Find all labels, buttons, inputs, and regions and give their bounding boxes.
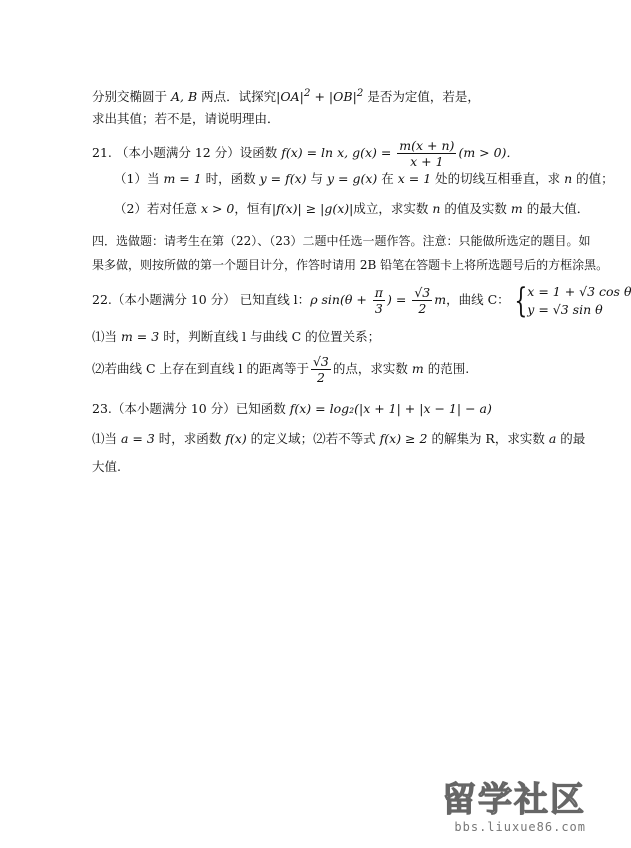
q21-number: 21. bbox=[92, 145, 112, 160]
q21-frac-num: m(x + n) bbox=[399, 138, 455, 153]
math: x = 1 bbox=[397, 171, 432, 186]
q20-expression: $|OA|^2 + |OB|^2$ bbox=[276, 87, 364, 105]
q20-text: 两点．试探究 bbox=[197, 89, 277, 105]
text: （1）当 bbox=[114, 171, 164, 186]
q22-param-system bbox=[527, 283, 631, 319]
q22-part1 bbox=[92, 328, 380, 346]
frac-num: π bbox=[374, 285, 384, 300]
frac-den: 2 bbox=[418, 301, 427, 316]
text: 时，函数 bbox=[201, 171, 260, 186]
text: 的最 bbox=[556, 431, 586, 446]
text: 的点，求实数 bbox=[332, 361, 412, 376]
section4-line2: 果多做，则按所做的第一个题目计分，作答时请用 2B 铅笔在答题卡上将所选题号后的方框涂黑。 bbox=[92, 258, 609, 272]
math: m = 3 bbox=[120, 329, 160, 344]
q20-text: 分别交椭圆于 bbox=[92, 89, 171, 105]
frac-num: √3 bbox=[414, 285, 431, 300]
q22-pi-fraction bbox=[373, 285, 385, 316]
frac-den: 3 bbox=[374, 301, 383, 316]
section4-line1: 四．选做题：请考生在第（22）、（23）二题中任选一题作答。注意：只能做所选定的题目。如 bbox=[92, 234, 591, 248]
math: m bbox=[411, 361, 424, 376]
q20-text: 是否为定值，若是， bbox=[363, 89, 480, 105]
text: 的值及实数 bbox=[440, 201, 511, 216]
watermark-logo: 留学社区 bbox=[442, 780, 586, 820]
text: 在 bbox=[377, 171, 398, 186]
math: m bbox=[510, 201, 523, 216]
text: 的解集为 R，求实数 bbox=[427, 431, 549, 446]
math: a bbox=[548, 431, 557, 446]
math: x > 0 bbox=[200, 201, 235, 216]
q21-condition: (m > 0)． bbox=[458, 145, 519, 160]
math: ) = bbox=[387, 292, 411, 307]
math: y = f(x) bbox=[259, 171, 307, 186]
q22-stem bbox=[92, 282, 631, 319]
text: 与 bbox=[306, 171, 327, 186]
text: ⑵若曲线 C 上存在到直线 l 的距离等于 bbox=[92, 361, 309, 376]
q21-fraction bbox=[397, 138, 456, 169]
watermark bbox=[436, 780, 586, 836]
q23-part2: 大值. bbox=[92, 459, 121, 474]
q23-stem bbox=[92, 400, 492, 418]
q23-head: 23.（本小题满分 10 分）已知函数 bbox=[92, 401, 290, 416]
text: 的值； bbox=[572, 171, 614, 186]
q22-part2 bbox=[92, 354, 469, 385]
q21-frac-den: x + 1 bbox=[410, 154, 444, 169]
text: 的定义域；⑵若不等式 bbox=[246, 431, 380, 446]
q21-function-def: f(x) = ln x, g(x) = bbox=[281, 145, 396, 160]
math: f(x) ≥ 2 bbox=[379, 431, 428, 446]
text: 成立，求实数 bbox=[353, 201, 433, 216]
q20-line1 bbox=[92, 84, 480, 106]
system-eq2: y = √3 sin θ bbox=[527, 301, 603, 317]
text: 时，判断直线 l 与曲线 C 的位置关系； bbox=[159, 329, 381, 344]
text: ⑴当 bbox=[92, 329, 121, 344]
math: n bbox=[564, 171, 573, 186]
q23-part1 bbox=[92, 430, 585, 448]
q21-intro: （本小题满分 12 分）设函数 bbox=[115, 145, 282, 160]
q20-points: A, B bbox=[170, 89, 198, 105]
q22-root-fraction bbox=[412, 285, 432, 316]
math: m bbox=[434, 292, 447, 307]
q21-part1 bbox=[114, 170, 614, 188]
text: 的最大值． bbox=[522, 201, 590, 216]
system-brace: { bbox=[513, 280, 527, 321]
q21-part2 bbox=[114, 200, 589, 218]
math: f(x) bbox=[225, 431, 247, 446]
frac-num: √3 bbox=[312, 354, 329, 369]
text: ⑴当 bbox=[92, 431, 121, 446]
math: m = 1 bbox=[163, 171, 202, 186]
text: 处的切线互相垂直，求 bbox=[431, 171, 565, 186]
watermark-url: bbs.liuxue86.com bbox=[454, 820, 586, 834]
system-eq1: x = 1 + √3 cos θ bbox=[527, 283, 631, 299]
frac-den: 2 bbox=[316, 370, 325, 385]
text: ，恒有 bbox=[234, 201, 272, 216]
math: n bbox=[432, 201, 441, 216]
q22-curve-label: ，曲线 C： bbox=[446, 292, 510, 307]
text: （2）若对任意 bbox=[114, 201, 201, 216]
math: y = g(x) bbox=[327, 171, 378, 186]
q21-stem bbox=[92, 138, 519, 169]
q22-distance-fraction bbox=[311, 354, 331, 385]
q20-line2: 求出其值；若不是，请说明理由． bbox=[92, 111, 280, 126]
q23-function: f(x) = log₂(|x + 1| + |x − 1| − a) bbox=[289, 401, 492, 416]
q22-head: 22.（本小题满分 10 分） 已知直线 l： bbox=[92, 292, 311, 307]
math: |f(x)| ≥ |g(x)| bbox=[271, 201, 354, 216]
text: 的范围. bbox=[423, 361, 470, 376]
math: ρ sin(θ + bbox=[310, 292, 371, 307]
text: 时，求函数 bbox=[154, 431, 226, 446]
math: a = 3 bbox=[120, 431, 155, 446]
